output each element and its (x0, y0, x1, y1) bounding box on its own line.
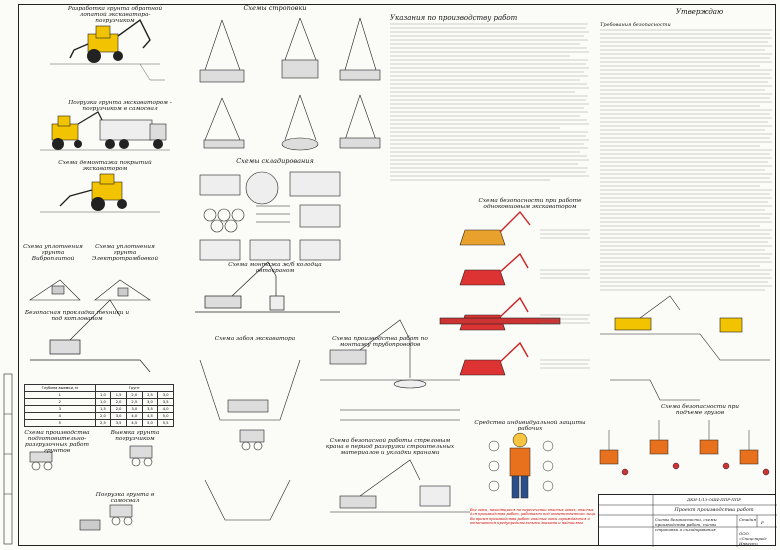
table-header-soil: Грунт (95, 385, 173, 392)
company-name: ООО «Спецстрой-Инвест» (739, 531, 768, 546)
label-compaction-roller: Схема уплотнения грунта Электротрамбовкой (91, 244, 159, 263)
label-well-mounting: Схема монтажа ж/б колодца автокраном (228, 262, 322, 275)
table-row: 3 1,5 2,0 3,0 3,5 4,0 (25, 406, 174, 413)
label-soil-dev: Разработка грунта обратной лопатой экскаватора-погрузчиком (67, 6, 163, 25)
label-soil-load: Погрузка грунта экскаватором - погрузчиком в самосвал (68, 100, 172, 113)
table-row: 1 1,0 1,5 2,0 2,5 3,0 (25, 392, 174, 399)
project-name: Проект производства работ (674, 507, 754, 513)
label-compaction-vibro: Схема уплотнения грунта Виброплитой (23, 244, 83, 263)
label-crane-safety: Схема безопасной работы стреловым крана в период разгрузки строительных материалов и укладки кранами (325, 438, 455, 457)
label-pipeline: Схема производства работ по монтажу трубопроводов (332, 336, 428, 349)
label-ppe: Средства индивидуальной защиты рабочих (474, 420, 586, 433)
stage-label: Стадия (739, 517, 756, 522)
label-safe-lift: Безопасная прокладка техники и под котлованом (24, 310, 130, 323)
label-excavator-trench: Схема забоя экскаватора (214, 336, 296, 342)
sheet-title: Схемы безопасности, схемы производства работ, схемы строповки и складирования (655, 517, 717, 532)
label-dismantle: Схема демонтажа покрытий экскаватором (58, 160, 152, 173)
table-row: 2 1,0 2,0 2,5 3,0 3,5 (25, 399, 174, 406)
label-storage: Схемы складирования (236, 157, 314, 165)
notes-heading: Указания по производству работ (390, 14, 518, 22)
stage-value: Р (761, 520, 764, 525)
label-slinging: Схемы строповки (243, 4, 307, 12)
table-row: 5 2,5 3,5 4,5 5,0 5,5 (25, 420, 174, 427)
approve-label: Утверждаю (676, 8, 724, 16)
label-hydraulic-excavator: Схема безопасности при работе одноковшовым экскаватором (478, 198, 582, 211)
title-block (598, 494, 776, 546)
red-safety-note: Все зоны, находящиеся на пересечении опасных зонах, опасных для производства работ, работают под ответственного лица. Во время производства работ опасные зоны ограждаются и отмечаются предупредительными знаками и надписями (470, 508, 597, 526)
label-soil-to-truck: Погрузка грунта в самосвал (95, 492, 155, 505)
table-row: 4 2,0 3,0 4,0 4,5 5,0 (25, 413, 174, 420)
label-lift-safety: Схема безопасности при подъеме грузов (660, 404, 740, 417)
doc-code: ДКН-1/13-ОШ4-ППР-ППР (687, 497, 741, 502)
label-soil-works: Схема производства подготовительно-разгрузочных работ грунтов (24, 430, 90, 455)
table-header-depth: Глубина выемки, м (25, 385, 96, 392)
label-pipe-placement: Выемка грунта погрузчиком (110, 430, 160, 443)
notes-heading-2: Требования безопасности (600, 22, 671, 28)
